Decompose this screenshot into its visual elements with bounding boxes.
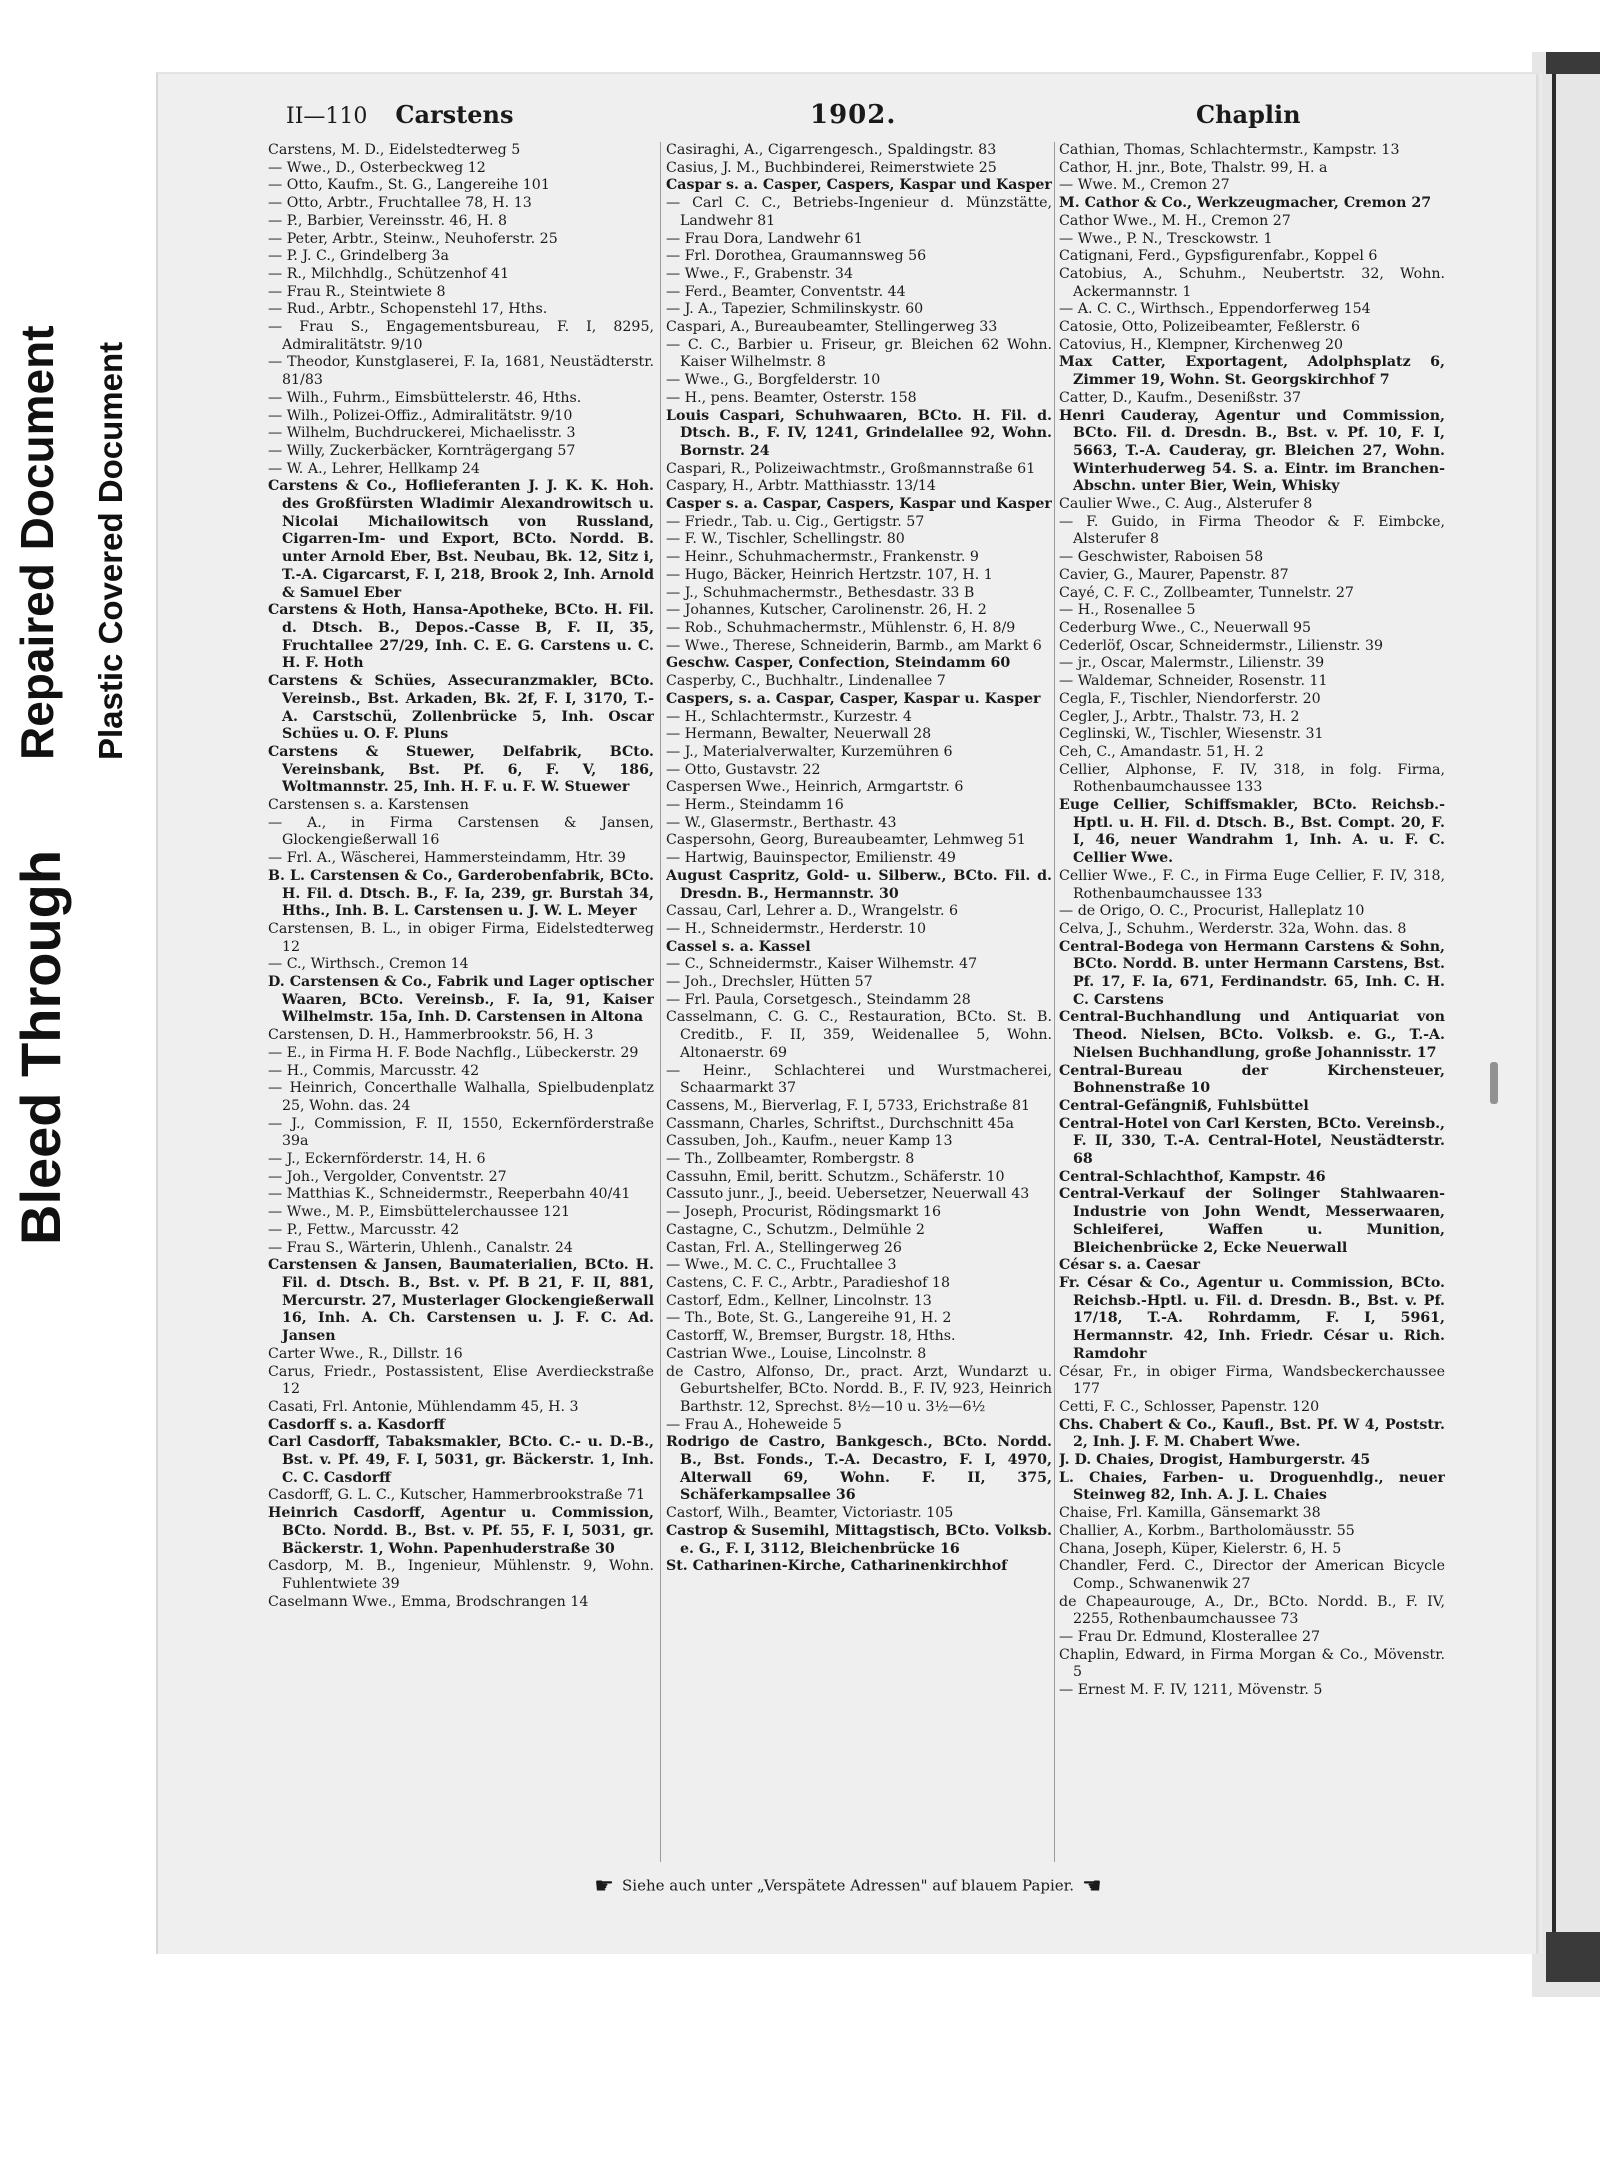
pointing-hand-icon: ☛ bbox=[594, 1874, 615, 1899]
directory-entry: — Wwe., P. N., Tresckowstr. 1 bbox=[1059, 230, 1273, 247]
directory-entry: Chs. Chabert & Co., Kaufl., Bst. Pf. W 4, Poststr. 2, Inh. J. F. M. Chabert Wwe. bbox=[1059, 1416, 1445, 1451]
directory-entry: César, Fr., in obiger Firma, Wandsbeckerchaussee 177 bbox=[1059, 1363, 1445, 1398]
directory-entry: Henri Cauderay, Agentur und Commission, BCto. Fil. d. Dresdn. B., Bst. v. Pf. 10, F. I, 5663, T.-A. Cauderay, gr. Bleichen 27, Wohn. Winterhuderweg 54. S. a. Eintr. im Branchen-Abschn. unter Bier, Wein, Whisky bbox=[1059, 407, 1445, 495]
directory-entry: — H., Schneidermstr., Herderstr. 10 bbox=[666, 920, 927, 937]
directory-entry: Castorff, W., Bremser, Burgstr. 18, Hths. bbox=[666, 1328, 956, 1345]
header-left-name: Carstens bbox=[395, 100, 514, 129]
directory-entry: B. L. Carstensen & Co., Garderobenfabrik, BCto. H. Fil. d. Dtsch. B., F. Ia, 239, gr. Burstah 34, Hths., Inh. B. L. Carstensen u. J. W. L. Meyer bbox=[268, 867, 654, 920]
directory-entry: Catignani, Ferd., Gypsfigurenfabr., Koppel 6 bbox=[1059, 248, 1378, 265]
directory-entry: Central-Bodega von Hermann Carstens & Sohn, BCto. Nordd. B. unter Hermann Carstens, Bst. Pf. 17, F. Ia, 671, Ferdinandstr. 65, Inh. C. H. C. Carstens bbox=[1059, 938, 1445, 1008]
directory-entry: Central-Verkauf der Solinger Stahlwaaren-Industrie von John Wendt, Messerwaaren, Schleiferei, Waffen u. Munition, Bleichenbrücke 2, Ecke Neuerwall bbox=[1059, 1186, 1445, 1256]
directory-entry: — Frl. A., Wäscherei, Hammersteindamm, Htr. 39 bbox=[268, 850, 626, 867]
directory-entry: de Chapeaurouge, A., Dr., BCto. Nordd. B., F. IV, 2255, Rothenbaumchaussee 73 bbox=[1059, 1593, 1445, 1628]
directory-entry: — Hartwig, Bauinspector, Emilienstr. 49 bbox=[666, 850, 956, 867]
directory-entry: Central-Hotel von Carl Kersten, BCto. Vereinsb., F. II, 330, T.-A. Central-Hotel, Neustädterstr. 68 bbox=[1059, 1115, 1445, 1168]
directory-entry: Cellier, Alphonse, F. IV, 318, in folg. Firma, Rothenbaumchaussee 133 bbox=[1059, 761, 1445, 796]
directory-entry: — Wilhelm, Buchdruckerei, Michaelisstr. 3 bbox=[268, 425, 576, 442]
directory-entry: Caspary, H., Arbtr. Matthiasstr. 13/14 bbox=[666, 478, 936, 495]
directory-entry: Cathor Wwe., M. H., Cremon 27 bbox=[1059, 212, 1291, 229]
directory-entry: — P. J. C., Grindelberg 3a bbox=[268, 248, 450, 265]
directory-entry: de Castro, Alfonso, Dr., pract. Arzt, Wundarzt u. Geburtshelfer, BCto. Nordd. B., F. IV, 923, Heinrich Barthstr. 12, Sprechst. 8½—10 u. 3½—6½ bbox=[666, 1363, 1052, 1415]
directory-entry: — H., Rosenallee 5 bbox=[1059, 602, 1196, 619]
directory-entry: August Caspritz, Gold- u. Silberw., BCto. Fil. d. Dresdn. B., Hermannstr. 30 bbox=[666, 867, 1052, 902]
directory-entry: Carstens & Hoth, Hansa-Apotheke, BCto. H. Fil. d. Dtsch. B., Depos.-Casse B, F. II, 35, Fruchtallee 27/29, Inh. C. E. G. Carstens u. C. H. F. Hoth bbox=[268, 602, 654, 672]
directory-entry: — Th., Zollbeamter, Rombergstr. 8 bbox=[666, 1151, 915, 1168]
directory-entry: Castagne, C., Schutzm., Delmühle 2 bbox=[666, 1221, 925, 1238]
directory-entry: Cathor, H. jnr., Bote, Thalstr. 99, H. a bbox=[1059, 159, 1328, 176]
directory-entry: Central-Gefängniß, Fuhlsbüttel bbox=[1059, 1097, 1309, 1114]
page-header bbox=[158, 100, 1538, 140]
directory-entry: — Frau A., Hoheweide 5 bbox=[666, 1416, 842, 1433]
directory-entry: Cassens, M., Bierverlag, F. I, 5733, Erichstraße 81 bbox=[666, 1097, 1031, 1114]
directory-entry: — Wwe., G., Borgfelderstr. 10 bbox=[666, 372, 881, 389]
directory-entry: Louis Caspari, Schuhwaaren, BCto. H. Fil. d. Dtsch. B., F. IV, 1241, Grindelallee 92, Wohn. Bornstr. 24 bbox=[666, 407, 1052, 459]
directory-entry: D. Carstensen & Co., Fabrik und Lager optischer Waaren, BCto. Vereinsb., F. Ia, 91, Kaiser Wilhelmstr. 15a, Inh. D. Carstensen in Altona bbox=[268, 974, 654, 1026]
directory-entry: Casselmann, C. G. C., Restauration, BCto. St. B. Creditb., F. II, 359, Weidenallee 5, Wohn. Altonaerstr. 69 bbox=[666, 1009, 1052, 1061]
directory-entry: — Rob., Schuhmachermstr., Mühlenstr. 6, H. 8/9 bbox=[666, 619, 1016, 636]
directory-entry: Carstens & Co., Hoflieferanten J. J. K. K. Hoh. des Großfürsten Wladimir Alexandrowitsch u. Nicolai Michailowitsch von Russland, Cigarren-Im- und Export, BCto. Nordd. B. unter Arnold Eber, Bst. Neubau, Bk. 12, Sitz i, T.-A. Cigarcarst, F. I, 218, Brook 2, Inh. Arnold & Samuel Eber bbox=[268, 478, 654, 601]
directory-entry: Caselmann Wwe., Emma, Brodschrangen 14 bbox=[268, 1593, 589, 1610]
directory-entry: — C. C., Barbier u. Friseur, gr. Bleichen 62 Wohn. Kaiser Wilhelmstr. 8 bbox=[666, 336, 1052, 371]
directory-entry: — Waldemar, Schneider, Rosenstr. 11 bbox=[1059, 673, 1328, 690]
directory-entry: Cavier, G., Maurer, Papenstr. 87 bbox=[1059, 566, 1289, 583]
directory-entry: Carstensen & Jansen, Baumaterialien, BCto. H. Fil. d. Dtsch. B., Bst. v. Pf. B 21, F. II, 881, Mercurstr. 27, Musterlager Glockengießerwall 16, Inh. A. Ch. Carstensen u. J. F. C. Ad. Jansen bbox=[268, 1257, 654, 1345]
directory-entry: — Wilh., Fuhrm., Eimsbüttelerstr. 46, Hths. bbox=[268, 389, 582, 406]
directory-entry: M. Cathor & Co., Werkzeugmacher, Cremon 27 bbox=[1059, 195, 1432, 212]
directory-entry: Fr. César & Co., Agentur u. Commission, BCto. Reichsb.-Hptl. u. Fil. d. Dresdn. B., Bst. v. Pf. 17/18, T.-A. Rohrdamm, F. I, 5961, Hermannstr. 42, Inh. Friedr. César u. Rich. Ramdohr bbox=[1059, 1275, 1445, 1362]
scan-edge-line bbox=[1552, 74, 1556, 1932]
directory-entry: — A., in Firma Carstensen & Jansen, Glockengießerwall 16 bbox=[268, 814, 654, 849]
directory-entry: Carstensen, D. H., Hammerbrookstr. 56, H. 3 bbox=[268, 1027, 594, 1044]
directory-entry: Cassuhn, Emil, beritt. Schutzm., Schäferstr. 10 bbox=[666, 1168, 1005, 1185]
directory-entry: — Otto, Gustavstr. 22 bbox=[666, 761, 821, 778]
directory-entry: Cellier Wwe., F. C., in Firma Euge Cellier, F. IV, 318, Rothenbaumchaussee 133 bbox=[1059, 867, 1445, 902]
directory-entry: Heinrich Casdorff, Agentur u. Commission, BCto. Nordd. B., Bst. v. Pf. 55, F. I, 5031, gr. Bäckerstr. 1, Wohn. Papenhuderstraße 30 bbox=[268, 1505, 654, 1557]
directory-entry: — Theodor, Kunstglaserei, F. Ia, 1681, Neustädterstr. 81/83 bbox=[268, 354, 654, 389]
directory-entry: — W., Glasermstr., Berthastr. 43 bbox=[666, 814, 897, 831]
directory-entry: St. Catharinen-Kirche, Catharinenkirchhof bbox=[666, 1558, 1008, 1575]
directory-entry: Catosie, Otto, Polizeibeamter, Feßlerstr. 6 bbox=[1059, 319, 1361, 336]
directory-entry: L. Chaies, Farben- u. Droguenhdlg., neuer Steinweg 82, Inh. A. J. L. Chaies bbox=[1059, 1469, 1445, 1504]
directory-entry: Cegla, F., Tischler, Niendorferstr. 20 bbox=[1059, 690, 1321, 707]
directory-entry: Challier, A., Korbm., Bartholomäusstr. 55 bbox=[1059, 1522, 1355, 1539]
header-year: 1902. bbox=[810, 100, 897, 130]
directory-entry: — H., Commis, Marcusstr. 42 bbox=[268, 1062, 480, 1079]
directory-entry: Caspari, A., Bureaubeamter, Stellingerweg 33 bbox=[666, 319, 998, 336]
directory-entry: — Rud., Arbtr., Schopenstehl 17, Hths. bbox=[268, 301, 548, 318]
directory-entry: — Ernest M. F. IV, 1211, Mövenstr. 5 bbox=[1059, 1682, 1323, 1699]
directory-entry: Central-Schlachthof, Kampstr. 46 bbox=[1059, 1168, 1326, 1185]
directory-entry: Carstens & Stuewer, Delfabrik, BCto. Vereinsbank, Bst. Pf. 6, F. V, 186, Woltmannstr. 25, Inh. H. F. u. F. W. Stuewer bbox=[268, 743, 654, 796]
directory-entry: — H., pens. Beamter, Osterstr. 158 bbox=[666, 389, 917, 406]
directory-entry: Cassuto junr., J., beeid. Uebersetzer, Neuerwall 43 bbox=[666, 1186, 1030, 1203]
directory-entry: Carstens & Schües, Assecuranzmakler, BCto. Vereinsb., Bst. Arkaden, Bk. 2f, F. I, 3170, T.-A. Carstschü, Zollenbrücke 5, Inh. Oscar Schües u. O. F. Pluns bbox=[268, 673, 654, 743]
directory-entry: Chandler, Ferd. C., Director der American Bicycle Comp., Schwanenwik 27 bbox=[1059, 1558, 1445, 1592]
directory-entry: — P., Fettw., Marcusstr. 42 bbox=[268, 1221, 460, 1238]
ink-stain bbox=[1490, 1062, 1498, 1104]
directory-entry: Cassmann, Charles, Schriftst., Durchschnitt 45a bbox=[666, 1115, 1014, 1132]
directory-entry: — Heinr., Schlachterei und Wurstmacherei, Schaarmarkt 37 bbox=[666, 1062, 1052, 1097]
directory-entry: Euge Cellier, Schiffsmakler, BCto. Reichsb.-Hptl. u. H. Fil. d. Dtsch. B., Bst. Compt. 20, F. I, 46, neuer Wandrahm 1, Inh. A. u. F. C. Cellier Wwe. bbox=[1059, 797, 1445, 867]
directory-entry: — Frl. Paula, Corsetgesch., Steindamm 28 bbox=[666, 991, 971, 1008]
column-1 bbox=[268, 142, 654, 1862]
directory-entry: Carter Wwe., R., Dillstr. 16 bbox=[268, 1345, 463, 1362]
directory-entry: Caspar s. a. Casper, Caspers, Kaspar und Kasper bbox=[666, 177, 1052, 194]
directory-entry: — Wwe., Therese, Schneiderin, Barmb., am Markt 6 bbox=[666, 637, 1042, 654]
directory-entry: — jr., Oscar, Malermstr., Lilienstr. 39 bbox=[1059, 655, 1325, 672]
directory-entry: — F. W., Tischler, Schellingstr. 80 bbox=[666, 531, 905, 548]
directory-entry: — Geschwister, Raboisen 58 bbox=[1059, 549, 1264, 566]
directory-entry: — Th., Bote, St. G., Langereihe 91, H. 2 bbox=[666, 1310, 952, 1327]
directory-entry: — Frau S., Engagementsbureau, F. I, 8295, Admiralitätstr. 9/10 bbox=[268, 319, 654, 353]
directory-entry: — J., Schuhmachermstr., Bethesdastr. 33 B bbox=[666, 584, 975, 601]
directory-entry: — C., Wirthsch., Cremon 14 bbox=[268, 956, 469, 973]
directory-entry: Catobius, A., Schuhm., Neubertstr. 32, Wohn. Ackermannstr. 1 bbox=[1059, 265, 1445, 300]
directory-entry: Casdorff, G. L. C., Kutscher, Hammerbrookstraße 71 bbox=[268, 1487, 646, 1504]
repaired-document-label: Repaired Document bbox=[11, 325, 63, 760]
directory-entry: — Frau R., Steintwiete 8 bbox=[268, 283, 446, 300]
directory-entry: — Wwe., F., Grabenstr. 34 bbox=[666, 265, 853, 282]
directory-entry: Cassau, Carl, Lehrer a. D., Wrangelstr. 6 bbox=[666, 903, 959, 920]
directory-entry: — Wwe., M. C. C., Fruchtallee 3 bbox=[666, 1257, 897, 1274]
directory-entry: Catovius, H., Klempner, Kirchenweg 20 bbox=[1059, 336, 1344, 353]
column-2 bbox=[666, 142, 1052, 1862]
directory-entry: J. D. Chaies, Drogist, Hamburgerstr. 45 bbox=[1059, 1452, 1371, 1469]
header-left bbox=[286, 100, 514, 129]
directory-entry: — Friedr., Tab. u. Cig., Gertigstr. 57 bbox=[666, 513, 925, 530]
directory-entry: — Hermann, Bewalter, Neuerwall 28 bbox=[666, 726, 932, 743]
directory-entry: — Joh., Drechsler, Hütten 57 bbox=[666, 974, 873, 991]
directory-entry: — P., Barbier, Vereinsstr. 46, H. 8 bbox=[268, 212, 508, 229]
directory-entry: César s. a. Caesar bbox=[1059, 1257, 1201, 1274]
directory-entry: Cathian, Thomas, Schlachtermstr., Kampstr. 13 bbox=[1059, 142, 1400, 158]
directory-entry: Casper s. a. Caspar, Caspers, Kaspar und Kasper bbox=[666, 496, 1052, 513]
directory-entry: Cegler, J., Arbtr., Thalstr. 73, H. 2 bbox=[1059, 708, 1300, 725]
header-right-name: Chaplin bbox=[1196, 100, 1301, 129]
directory-entry: — Frau Dr. Edmund, Klosterallee 27 bbox=[1059, 1629, 1321, 1646]
column-divider-1 bbox=[660, 142, 661, 1862]
side-labels bbox=[0, 0, 150, 2177]
directory-entry: Casius, J. M., Buchbinderei, Reimerstwiete 25 bbox=[666, 159, 997, 176]
directory-entry: — W. A., Lehrer, Hellkamp 24 bbox=[268, 460, 480, 477]
directory-entry: Caspari, R., Polizeiwachtmstr., Großmannstraße 61 bbox=[666, 460, 1036, 477]
directory-entry: Castorf, Wilh., Beamter, Victoriastr. 105 bbox=[666, 1505, 954, 1522]
directory-entry: — Wwe., D., Osterbeckweg 12 bbox=[268, 159, 486, 176]
directory-entry: Max Catter, Exportagent, Adolphsplatz 6, Zimmer 19, Wohn. St. Georgskirchhof 7 bbox=[1059, 354, 1445, 389]
directory-entry: — J. A., Tapezier, Schmilinskystr. 60 bbox=[666, 301, 924, 318]
directory-entry: — Heinrich, Concerthalle Walhalla, Spielbudenplatz 25, Wohn. das. 24 bbox=[268, 1080, 654, 1114]
directory-entry: Carl Casdorff, Tabaksmakler, BCto. C.- u. D.-B., Bst. v. Pf. 49, F. I, 5031, gr. Bäckerstr. 1, Inh. C. C. Casdorff bbox=[268, 1434, 654, 1486]
directory-entry: — R., Milchhdlg., Schützenhof 41 bbox=[268, 265, 510, 282]
directory-entry: Cederburg Wwe., C., Neuerwall 95 bbox=[1059, 619, 1312, 636]
directory-entry: Ceh, C., Amandastr. 51, H. 2 bbox=[1059, 743, 1264, 760]
directory-entry: Castorf, Edm., Kellner, Lincolnstr. 13 bbox=[666, 1292, 932, 1309]
directory-entry: — E., in Firma H. F. Bode Nachflg., Lübeckerstr. 29 bbox=[268, 1044, 639, 1061]
directory-entry: — J., Eckernförderstr. 14, H. 6 bbox=[268, 1151, 486, 1168]
directory-entry: Central-Bureau der Kirchensteuer, Bohnenstraße 10 bbox=[1059, 1062, 1445, 1097]
directory-entry: Carstens, M. D., Eidelstedterweg 5 bbox=[268, 142, 521, 158]
directory-entry: — Otto, Arbtr., Fruchtallee 78, H. 13 bbox=[268, 195, 532, 212]
directory-entry: — Ferd., Beamter, Conventstr. 44 bbox=[666, 283, 906, 300]
directory-entry: — Otto, Kaufm., St. G., Langereihe 101 bbox=[268, 177, 550, 194]
directory-entry: — Hugo, Bäcker, Heinrich Hertzstr. 107, H. 1 bbox=[666, 566, 993, 583]
directory-entry: — Wwe., M. P., Eimsbüttelerchaussee 121 bbox=[268, 1204, 571, 1221]
footer-note: Siehe auch unter „Verspätete Adressen" auf blauem Papier. bbox=[622, 1876, 1074, 1895]
directory-entry: Cassuben, Joh., Kaufm., neuer Kamp 13 bbox=[666, 1133, 953, 1150]
directory-entry: Chaplin, Edward, in Firma Morgan & Co., Mövenstr. 5 bbox=[1059, 1646, 1445, 1681]
directory-entry: Casperby, C., Buchhaltr., Lindenallee 7 bbox=[666, 673, 946, 690]
directory-entry: Cederlöf, Oscar, Schneidermstr., Lilienstr. 39 bbox=[1059, 637, 1384, 654]
directory-entry: Castan, Frl. A., Stellingerweg 26 bbox=[666, 1239, 902, 1256]
directory-entry: Castens, C. F. C., Arbtr., Paradieshof 18 bbox=[666, 1275, 950, 1291]
pointing-hand-left-icon: ☚ bbox=[1081, 1874, 1102, 1899]
directory-entry: — Heinr., Schuhmachermstr., Frankenstr. 9 bbox=[666, 549, 979, 566]
directory-entry: Castrian Wwe., Louise, Lincolnstr. 8 bbox=[666, 1345, 927, 1362]
directory-entry: — A. C. C., Wirthsch., Eppendorferweg 154 bbox=[1059, 301, 1371, 318]
page-footer bbox=[158, 1874, 1538, 1899]
directory-entry: — de Origo, O. C., Procurist, Halleplatz 10 bbox=[1059, 903, 1365, 920]
directory-entry: Caulier Wwe., C. Aug., Alsterufer 8 bbox=[1059, 496, 1313, 513]
directory-entry: — Wwe. M., Cremon 27 bbox=[1059, 177, 1230, 194]
directory-entry: — Joh., Vergolder, Conventstr. 27 bbox=[268, 1168, 507, 1185]
directory-entry: Casdorff s. a. Kasdorff bbox=[268, 1416, 445, 1433]
directory-entry: — Matthias K., Schneidermstr., Reeperbahn 40/41 bbox=[268, 1186, 631, 1203]
directory-entry: Casiraghi, A., Cigarrengesch., Spaldingstr. 83 bbox=[666, 142, 997, 158]
directory-entry: — Carl C. C., Betriebs-Ingenieur d. Münzstätte, Landwehr 81 bbox=[666, 195, 1052, 229]
column-3 bbox=[1059, 142, 1445, 1862]
directory-entry: — Willy, Zuckerbäcker, Kornträgergang 57 bbox=[268, 442, 576, 459]
directory-entry: Ceglinski, W., Tischler, Wiesenstr. 31 bbox=[1059, 726, 1324, 743]
directory-entry: — Frl. Dorothea, Graumannsweg 56 bbox=[666, 248, 927, 265]
page-number: II—110 bbox=[286, 104, 368, 129]
directory-entry: — Frau Dora, Landwehr 61 bbox=[666, 230, 863, 247]
scan-edge-top-tab bbox=[1546, 52, 1600, 74]
directory-entry: Celva, J., Schuhm., Werderstr. 32a, Wohn. das. 8 bbox=[1059, 920, 1407, 937]
directory-entry: — Peter, Arbtr., Steinw., Neuhoferstr. 25 bbox=[268, 230, 558, 247]
directory-entry: Cetti, F. C., Schlosser, Papenstr. 120 bbox=[1059, 1398, 1320, 1415]
column-divider-2 bbox=[1054, 142, 1055, 1862]
directory-entry: Casdorp, M. B., Ingenieur, Mühlenstr. 9, Wohn. Fuhlentwiete 39 bbox=[268, 1558, 654, 1592]
directory-entry: Cassel s. a. Kassel bbox=[666, 938, 811, 955]
directory-entry: Central-Buchhandlung und Antiquariat von Theod. Nielsen, BCto. Volksb. e. G., T.-A. Nielsen Buchhandlung, große Johannisstr. 17 bbox=[1059, 1009, 1445, 1061]
scan-edge bbox=[1532, 52, 1600, 1997]
directory-entry: Carstensen, B. L., in obiger Firma, Eidelstedterweg 12 bbox=[268, 920, 654, 955]
directory-entry: Rodrigo de Castro, Bankgesch., BCto. Nordd. B., Bst. Fonds., T.-A. Decastro, F. I, 4970, Alterwall 69, Wohn. F. II, 375, Schäferkampsallee 36 bbox=[666, 1434, 1052, 1504]
directory-entry: — Herm., Steindamm 16 bbox=[666, 797, 844, 814]
directory-entry: — Wilh., Polizei-Offiz., Admiralitätstr. 9/10 bbox=[268, 407, 573, 424]
bleed-through-label: Bleed Through bbox=[9, 849, 72, 1245]
directory-entry: Geschw. Casper, Confection, Steindamm 60 bbox=[666, 655, 1011, 672]
directory-entry: — F. Guido, in Firma Theodor & F. Eimbcke, Alsterufer 8 bbox=[1059, 513, 1445, 548]
directory-page bbox=[156, 72, 1538, 1954]
directory-entry: Caspers, s. a. Caspar, Casper, Kaspar u. Kasper bbox=[666, 690, 1041, 707]
directory-entry: Cayé, C. F. C., Zollbeamter, Tunnelstr. 27 bbox=[1059, 584, 1354, 601]
directory-entry: — H., Schlachtermstr., Kurzestr. 4 bbox=[666, 708, 912, 725]
directory-entry: Caspersohn, Georg, Bureaubeamter, Lehmweg 51 bbox=[666, 832, 1026, 849]
directory-entry: — Johannes, Kutscher, Carolinenstr. 26, H. 2 bbox=[666, 602, 987, 619]
directory-entry: — Joseph, Procurist, Rödingsmarkt 16 bbox=[666, 1204, 942, 1221]
scan-edge-bottom-tab bbox=[1546, 1932, 1600, 1982]
directory-entry: Carstensen s. a. Karstensen bbox=[268, 797, 469, 814]
directory-entry: — J., Materialverwalter, Kurzemühren 6 bbox=[666, 743, 953, 760]
directory-entry: Castrop & Susemihl, Mittagstisch, BCto. Volksb. e. G., F. I, 3112, Bleichenbrücke 16 bbox=[666, 1522, 1052, 1557]
directory-entry: — Frau S., Wärterin, Uhlenh., Canalstr. 24 bbox=[268, 1239, 573, 1256]
directory-entry: — C., Schneidermstr., Kaiser Wilhemstr. 47 bbox=[666, 956, 978, 973]
directory-entry: Caspersen Wwe., Heinrich, Armgartstr. 6 bbox=[666, 779, 964, 796]
plastic-covered-document-label: Plastic Covered Document bbox=[92, 341, 129, 760]
directory-entry: Catter, D., Kaufm., Desenißstr. 37 bbox=[1059, 389, 1302, 406]
directory-entry: Casati, Frl. Antonie, Mühlendamm 45, H. 3 bbox=[268, 1398, 579, 1415]
directory-entry: Chaise, Frl. Kamilla, Gänsemarkt 38 bbox=[1059, 1505, 1321, 1522]
directory-entry: Carus, Friedr., Postassistent, Elise Averdieckstraße 12 bbox=[268, 1363, 654, 1398]
directory-entry: Chana, Joseph, Küper, Kielerstr. 6, H. 5 bbox=[1059, 1540, 1342, 1557]
directory-entry: — J., Commission, F. II, 1550, Eckernförderstraße 39a bbox=[268, 1115, 654, 1150]
